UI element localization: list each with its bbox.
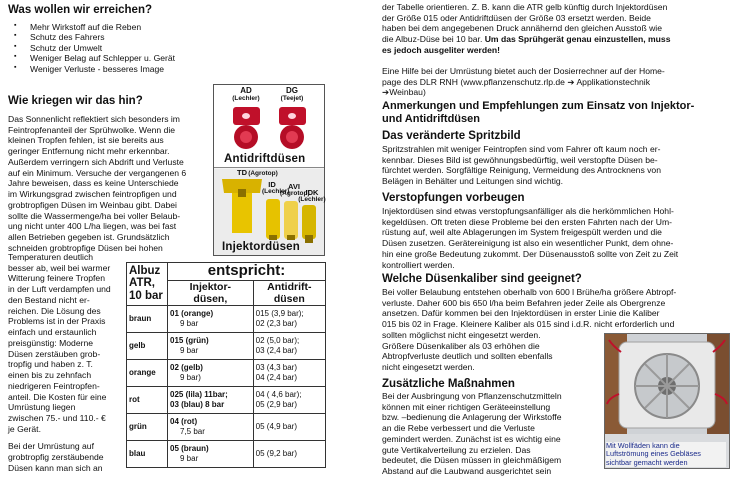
- text-line: nicht eingesetzt werden.: [382, 362, 475, 373]
- dg-label: DG: [286, 86, 298, 95]
- header-text: Antidrift-: [267, 280, 312, 293]
- injektor-cell: [168, 440, 254, 467]
- text-line: besser ab, weil bei warmer: [8, 262, 111, 273]
- text-line: den Bestand nicht er-: [8, 294, 90, 305]
- injektor-cell: [168, 332, 254, 359]
- text-line: kennbar. Dieses Bild ist gewöhnungsbedürftig, weil verstopfte Düsen be-: [382, 154, 658, 165]
- text-line: an die Rebe verbessert und die Verluste: [382, 423, 535, 434]
- antidrift-cell: [253, 386, 325, 413]
- text-line: Witterung feinere Tropfen: [8, 273, 105, 284]
- antidrift-cell: [253, 440, 325, 467]
- cell-text: 9 bar: [180, 318, 199, 328]
- text-line: Abtropfverluste deutlich und sollten ebenfalls: [382, 351, 553, 362]
- avi-label: AVI: [288, 182, 300, 191]
- text-line: 015 bis 02 in Frage. Kleinere Kaliber als 015 sind i.d.R. nicht erforderlich und: [382, 319, 675, 330]
- text-line: Düsen zusetzen. Gerätereinigung ist also ein wesentlicher Punkt, dem ohne-: [382, 238, 674, 249]
- heading-line: und Antidriftdüsen: [382, 113, 480, 126]
- injektor-cell: [168, 386, 254, 413]
- text-line: allen Betrieben gegeben ist. Grundsätzlich: [8, 232, 170, 243]
- caption-line: sichtbar gemacht werden: [606, 457, 688, 467]
- heading-goals: Was wollen wir erreichen?: [8, 4, 153, 16]
- cell-text: 9 bar: [180, 345, 199, 355]
- text-line: Bei der Umrüstung auf: [8, 441, 94, 452]
- dg-sub-label: (Teejet): [280, 95, 304, 102]
- text-line: [382, 34, 728, 45]
- header-text: Injektor-: [189, 280, 232, 293]
- header-text: düsen: [273, 292, 305, 305]
- text-line: page des DLR RNH (www.pflanzenschutz.rlp.de ➔ Applikationstechnik: [382, 76, 651, 87]
- heading-spray-pattern: Das veränderte Spritzbild: [382, 130, 521, 142]
- text-line: Das Sonnenlicht reflektiert sich besonders im: [8, 114, 180, 124]
- table-row: [127, 305, 326, 332]
- text-line: Düsen kann man sich an: [8, 462, 103, 473]
- paragraph-nozzle-caliber: [382, 287, 728, 330]
- sprayer-fan-photo: [604, 333, 730, 469]
- header-text: Albuz: [129, 264, 161, 277]
- text-line: Injektordüsen sind etwas verstopfungsanfälliger als die herkömmlichen Hohl-: [382, 206, 674, 216]
- row-name: braun: [127, 305, 168, 332]
- cell-text: 03 (blau) 8 bar: [170, 399, 225, 409]
- sprayer-graphic: [605, 334, 729, 434]
- header-injektor: [168, 280, 254, 305]
- text-line: verluste. Daher 600 bis 650 l/ha beim Befahren jeder Zeile als Obergrenze: [382, 297, 666, 308]
- text-line: Spritzstrahlen mit weniger Feintropfen sind vom Fahrer oft kaum noch er-: [382, 144, 661, 154]
- emphasis-text: es jedoch ausgeliter werden!: [382, 44, 500, 55]
- row-name: rot: [127, 386, 168, 413]
- cell-text: 04 (2,4 bar): [255, 372, 298, 382]
- idk-sub-label: (Lechler): [298, 196, 326, 203]
- text-line: Außerdem verringern sich Abdrift und Verluste: [8, 156, 184, 167]
- text-line: Jahre beweisen, dass es keine Unterschiede: [8, 178, 179, 189]
- paragraph-intro-continued: [8, 252, 124, 474]
- list-item: ▪ Weniger Belag auf Schlepper u. Gerät: [8, 53, 238, 63]
- text-line: Belägen in Behälter und Leitungen sind wichtig.: [382, 176, 564, 187]
- text-span: die Albuz-Düse bei 10 bar.: [382, 34, 483, 45]
- text-line: ➔Weinbau): [382, 87, 426, 98]
- text-line: Eine Hilfe bei der Umrüstung bietet auch der Dosierrechner auf der Home-: [382, 66, 665, 76]
- nozzle-photo-panel: [213, 84, 325, 256]
- heading-additional-measures: Zusätzliche Maßnahmen: [382, 378, 515, 390]
- id-sub-label: (Lechler): [262, 188, 290, 195]
- header-text: 10 bar: [129, 290, 163, 303]
- caption-line: Luftströmung eines Gebläses: [606, 449, 701, 459]
- text-line: einen bis zu zehnfach: [8, 370, 92, 381]
- avi-sub-label: (Agrotop): [280, 190, 310, 197]
- row-name: orange: [127, 359, 168, 386]
- text-line: Temperaturen deutlich: [8, 252, 94, 262]
- text-line: preisgünstig: Moderne: [8, 337, 94, 348]
- text-line: ung nicht unter 400 L/ha liegen, was bei fast: [8, 221, 177, 232]
- table-row: [127, 413, 326, 440]
- cell-text: 04 ( 4,6 bar);: [255, 390, 302, 400]
- text-line: Düsen zerstäuben grob-: [8, 348, 101, 359]
- list-item: ▪ Schutz der Umwelt: [8, 43, 238, 53]
- header-antidrift: [253, 280, 325, 305]
- text-line: bzw. –bedienung die Anlagerung der Wirkstoffe: [382, 412, 562, 423]
- list-item: ▪ Mehr Wirkstoff auf die Reben: [8, 22, 238, 32]
- text-line: je Gerät.: [8, 423, 41, 434]
- paragraph-nozzle-caliber-continued: [382, 330, 598, 373]
- text-line: zwischen 75.- und 110.- €: [8, 413, 106, 424]
- text-line: in der Luft verdampfen und: [8, 284, 111, 295]
- cell-text: 02 (5,0 bar);: [255, 336, 300, 346]
- text-line: Bei voller Belaubung entstehen oberhalb von 600 l Brühe/ha größere Abtropf-: [382, 287, 677, 297]
- heading-recommendations: [382, 100, 728, 126]
- antidrift-cell: [253, 332, 325, 359]
- text-line: hin eine große Bedeutung zukommt. Der Düsenausstoß sollte von Zeit zu Zeit: [382, 248, 679, 259]
- text-line: Bei der Ausbringung von Pflanzenschutzmitteln: [382, 391, 562, 401]
- cell-text: 015 (grün): [170, 336, 209, 346]
- row-name: gelb: [127, 332, 168, 359]
- cell-text: 025 (lila) 11bar;: [170, 390, 228, 400]
- text-line: Feintropfenanteil der Sprühwolke. Wenn die: [8, 124, 176, 135]
- text-line: bedeutet, die Düsen müssen in gleichmäßigem: [382, 455, 562, 466]
- text-line: ansetzen. Dafür kommen bei den Injektordüsen in erster Linie die Kaliber: [382, 308, 660, 319]
- text-line: im Wirkungsgrad zwischen feintropfigen und: [8, 189, 177, 200]
- cell-text: 01 (orange): [170, 309, 214, 319]
- heading-line: Anmerkungen und Empfehlungen zum Einsatz von Injektor-: [382, 100, 695, 112]
- text-line: reichen. Die Lösung des: [8, 305, 101, 316]
- cell-text: 7,5 bar: [180, 426, 205, 436]
- paragraph-intro: [8, 114, 208, 254]
- goals-list: [8, 22, 238, 74]
- text-line: können mit einer richtigen Geräteeinstellung: [382, 401, 551, 412]
- cell-text: 9 bar): [180, 372, 201, 382]
- nozzle-equivalence-table: [126, 262, 326, 468]
- paragraph-spray-pattern: [382, 144, 728, 187]
- paragraph-additional-measures: [382, 391, 598, 477]
- text-line: fürchtet werden. Sorgfältige Reinigung, Vermeidung des Antrocknens von: [382, 165, 661, 176]
- injektor-cell: [168, 359, 254, 386]
- id-label: ID: [268, 180, 276, 189]
- injector-nozzle-image: [214, 169, 324, 255]
- cell-text: 015 (3,9 bar);: [255, 309, 304, 319]
- header-span: entspricht:: [168, 263, 326, 281]
- cell-text: 05 (9,2 bar): [255, 449, 298, 459]
- ad-label: AD: [240, 86, 252, 95]
- text-line: einfach und erstaunlich: [8, 327, 97, 338]
- antidrift-nozzle-image: [214, 85, 324, 168]
- paragraph-table-note: [382, 2, 728, 56]
- text-line: haben bei dem angegebenen Druck annähernd den gleichen Ausstoß wie: [382, 23, 662, 34]
- text-line: Größere Düsenkaliber als 03 erhöhen die: [382, 340, 540, 351]
- idk-label: IDK: [305, 188, 319, 197]
- emphasis-text: Um das Sprühgerät genau einzustellen, muss: [484, 34, 671, 45]
- paragraph-clogging: [382, 206, 728, 270]
- text-line: Umrüstung liegen: [8, 402, 76, 413]
- text-line: kegeldüsen. Oft treten diese Probleme bei den ersten Fahrten nach der Um-: [382, 216, 672, 227]
- text-line: schneiden grobtropfige Düsen bei hohen: [8, 242, 163, 253]
- text-line: sollten möglichst nicht eingesetzt werden.: [382, 330, 541, 340]
- td-sub-label: (Agrotop): [248, 170, 278, 177]
- cell-text: 05 (braun): [170, 444, 209, 454]
- table-row: [127, 386, 326, 413]
- text-line: Problems ist in der Praxis: [8, 316, 106, 327]
- text-line: Abstand auf die Laubwand ausgerichtet sein: [382, 466, 552, 477]
- text-line: [382, 45, 728, 56]
- td-label: TD: [237, 168, 247, 177]
- cell-text: 02 (gelb): [170, 363, 203, 373]
- text-line: kleinen Tropfen fehlen, ist sie bereits aus: [8, 135, 164, 146]
- text-line: rüstung auf, weil alte Ablagerungen im System freigespült werden und die: [382, 227, 662, 238]
- table-row: [127, 440, 326, 467]
- text-line: gute Vertikalverteilung zu erzielen. Das: [382, 444, 531, 455]
- list-item: ▪ Weniger Verluste - besseres Image: [8, 64, 238, 74]
- text-line: anteil. Die Kosten für eine: [8, 391, 107, 402]
- cell-text: 02 (2,3 bar): [255, 318, 298, 328]
- text-line: grobtropfigen Düsen im Weinbau gibt. Dabei: [8, 199, 177, 210]
- text-line: grobtropfig zerstäubende: [8, 452, 104, 463]
- antidrift-title: Antidriftdüsen: [224, 153, 306, 165]
- photo-caption: [606, 442, 726, 467]
- header-text: düsen,: [193, 292, 228, 305]
- header-albuz: [127, 263, 168, 306]
- cell-text: 05 (4,9 bar): [255, 422, 298, 432]
- header-text: ATR,: [129, 277, 155, 290]
- list-item: ▪ Schutz des Fahrers: [8, 32, 238, 42]
- text-line: der Tabelle orientieren. Z. B. kann die ATR gelb künftig durch Injektordüsen: [382, 2, 668, 12]
- text-line: tropfig und haben z. T.: [8, 359, 93, 370]
- text-line: niedrigeren Feintropfen-: [8, 380, 100, 391]
- text-line: auf ein Minimum. Versuche der vergangenen 6: [8, 167, 187, 178]
- injector-title: Injektordüsen: [222, 241, 301, 253]
- antidrift-cell: [253, 305, 325, 332]
- text-line: kontrolliert werden.: [382, 259, 455, 270]
- heading-how: Wie kriegen wir das hin?: [8, 95, 143, 107]
- row-name: blau: [127, 440, 168, 467]
- heading-clogging: Verstopfungen vorbeugen: [382, 192, 525, 204]
- injektor-cell: [168, 413, 254, 440]
- heading-nozzle-caliber: Welche Düsenkaliber sind geeignet?: [382, 273, 582, 285]
- text-line: gemindert werden. Zunächst ist es wichtig eine: [382, 433, 561, 444]
- row-name: grün: [127, 413, 168, 440]
- cell-text: 03 (4,3 bar): [255, 363, 298, 373]
- paragraph-hint: [382, 66, 728, 98]
- injektor-cell: [168, 305, 254, 332]
- cell-text: 9 bar: [180, 453, 199, 463]
- text-line: der Größe 015 oder Antidriftdüsen der Größe 03 ersetzt werden. Beide: [382, 12, 651, 23]
- cell-text: 05 (2,9 bar): [255, 399, 298, 409]
- ad-sub-label: (Lechler): [232, 95, 260, 102]
- text-line: sollte die Wassermenge/ha bei voller Belaub-: [8, 210, 181, 221]
- caption-line: Mit Wollfäden kann die: [606, 440, 680, 450]
- table-row: [127, 359, 326, 386]
- table-row: [127, 332, 326, 359]
- cell-text: 04 (rot): [170, 417, 198, 427]
- text-line: geringer Entfernung nicht mehr erkennbar.: [8, 146, 170, 157]
- cell-text: 03 (2,4 bar): [255, 345, 298, 355]
- antidrift-cell: [253, 359, 325, 386]
- antidrift-cell: [253, 413, 325, 440]
